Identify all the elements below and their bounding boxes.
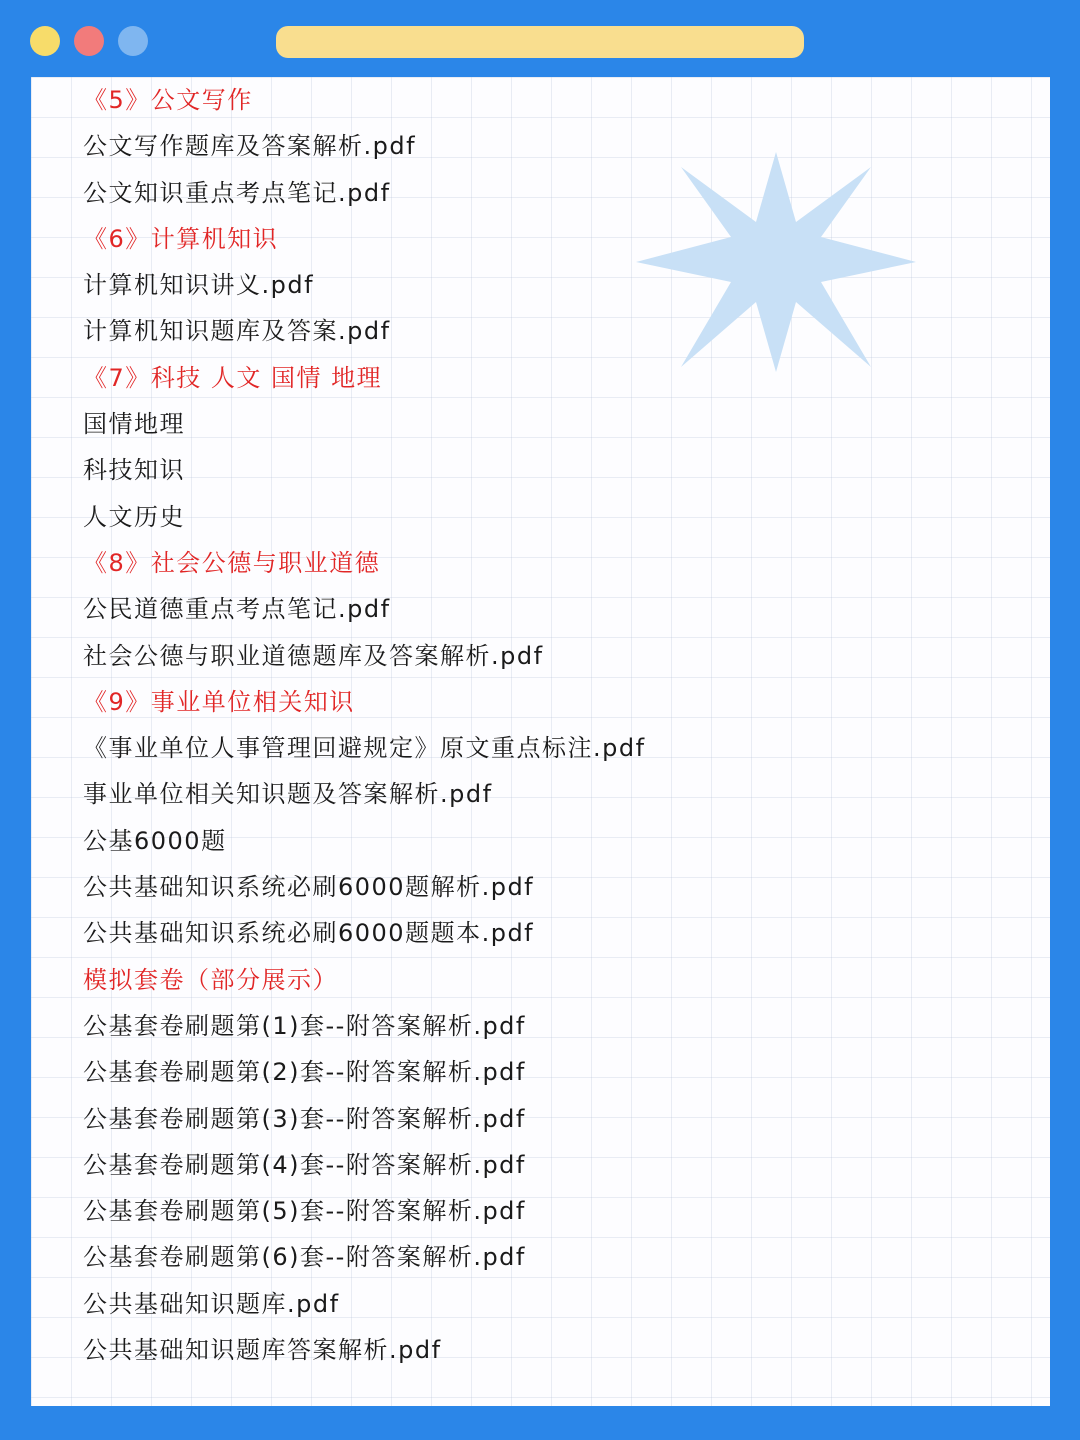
list-item: 事业单位相关知识题及答案解析.pdf xyxy=(83,780,493,809)
list-item: 公共基础知识题库答案解析.pdf xyxy=(83,1336,442,1365)
list-item: 公共基础知识系统必刷6000题题本.pdf xyxy=(83,919,535,948)
blue-dot-icon xyxy=(118,26,148,56)
list-item: 公基套卷刷题第(2)套--附答案解析.pdf xyxy=(83,1058,526,1087)
list-item: 计算机知识题库及答案.pdf xyxy=(83,317,391,346)
list-item: 公基套卷刷题第(5)套--附答案解析.pdf xyxy=(83,1197,526,1226)
list-item: 国情地理 xyxy=(83,410,185,439)
list-item: 公基套卷刷题第(3)套--附答案解析.pdf xyxy=(83,1104,526,1133)
list-item: 公共基础知识系统必刷6000题解析.pdf xyxy=(83,873,535,902)
content-card xyxy=(31,77,1050,1406)
section-heading: 《8》社会公德与职业道德 xyxy=(83,548,381,577)
list-item: 社会公德与职业道德题库及答案解析.pdf xyxy=(83,641,544,670)
list-item: 公基套卷刷题第(6)套--附答案解析.pdf xyxy=(83,1243,526,1272)
list-item: 《事业单位人事管理回避规定》原文重点标注.pdf xyxy=(83,734,646,763)
list-item: 科技知识 xyxy=(83,456,185,485)
yellow-dot-icon xyxy=(30,26,60,56)
section-heading: 模拟套卷（部分展示） xyxy=(83,965,338,994)
list-item: 公基套卷刷题第(4)套--附答案解析.pdf xyxy=(83,1150,526,1179)
starburst-icon xyxy=(631,147,921,377)
list-item: 公基套卷刷题第(1)套--附答案解析.pdf xyxy=(83,1011,526,1040)
red-dot-icon xyxy=(74,26,104,56)
list-item: 公文知识重点考点笔记.pdf xyxy=(83,178,391,207)
section-heading: 《7》科技 人文 国情 地理 xyxy=(83,363,383,392)
section-heading: 《9》事业单位相关知识 xyxy=(83,687,355,716)
window-dots xyxy=(30,26,148,56)
section-heading: 《5》公文写作 xyxy=(83,86,253,114)
file-list xyxy=(83,77,646,1373)
section-heading: 《6》计算机知识 xyxy=(83,224,279,253)
title-bar xyxy=(276,26,804,58)
list-item: 公民道德重点考点笔记.pdf xyxy=(83,595,391,624)
list-item: 公共基础知识题库.pdf xyxy=(83,1289,340,1318)
list-item: 计算机知识讲义.pdf xyxy=(83,271,315,300)
list-item: 公文写作题库及答案解析.pdf xyxy=(83,132,417,161)
list-item: 人文历史 xyxy=(83,502,185,531)
list-item: 公基6000题 xyxy=(83,826,227,855)
